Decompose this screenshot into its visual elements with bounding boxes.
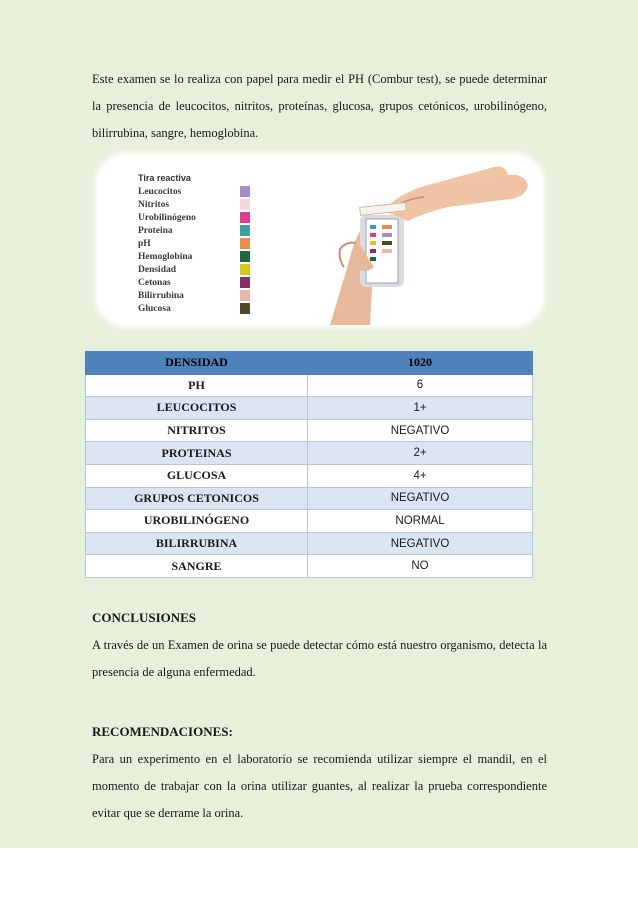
legend-label: Urobilinógeno <box>138 212 196 223</box>
param-cell: UROBILINÓGENO <box>86 510 308 533</box>
test-strip-photo <box>98 155 542 325</box>
legend-label: Bilirrubina <box>138 290 184 301</box>
legend-label: Densidad <box>138 264 177 275</box>
legend-title: Tira reactiva <box>138 173 191 183</box>
value-cell: 4+ <box>308 464 533 487</box>
legend-label: Glucosa <box>138 303 171 314</box>
table-row <box>86 419 533 442</box>
table-row <box>86 510 533 533</box>
results-table <box>85 351 533 578</box>
table-row <box>86 555 533 578</box>
table-row <box>86 532 533 555</box>
table-row <box>86 464 533 487</box>
param-cell: LEUCOCITOS <box>86 397 308 420</box>
param-cell: PROTEINAS <box>86 442 308 465</box>
table-row <box>86 442 533 465</box>
conclusions-heading: CONCLUSIONES <box>92 610 197 625</box>
hands-holding-strip-illustration <box>98 155 542 325</box>
value-cell: NEGATIVO <box>308 419 533 442</box>
value-cell: 1+ <box>308 397 533 420</box>
value-cell: NEGATIVO <box>308 487 533 510</box>
header-param-cell: DENSIDAD <box>86 352 308 375</box>
legend-label: Proteina <box>138 225 173 236</box>
table-row <box>86 397 533 420</box>
value-cell: NO <box>308 555 533 578</box>
intro-paragraph: Este examen se lo realiza con papel para medir el PH (Combur test), se puede determinar la presencia de leucocitos, nitritos, proteínas, glucosa, grupos cetónicos, urobilinógeno, bilirrubina, sangre, hemoglobina. <box>92 72 547 140</box>
param-cell: NITRITOS <box>86 419 308 442</box>
recommendations-paragraph: Para un experimento en el laboratorio se recomienda utilizar siempre el mandil, en el momento de trabajar con la orina utilizar guantes, al realizar la prueba correspondiente evitar que se derrame la orina. <box>92 752 547 820</box>
legend-label: Leucocitos <box>138 186 182 197</box>
param-cell: SANGRE <box>86 555 308 578</box>
table-row <box>86 487 533 510</box>
value-cell: 6 <box>308 374 533 397</box>
legend-label: Nitritos <box>138 199 170 210</box>
conclusions-paragraph: A través de un Examen de orina se puede detectar cómo está nuestro organismo, detecta la presencia de alguna enfermedad. <box>92 638 547 679</box>
legend-label: Hemoglobina <box>138 251 193 262</box>
header-value-cell: 1020 <box>308 352 533 375</box>
recommendations-heading: RECOMENDACIONES: <box>92 724 233 739</box>
param-cell: PH <box>86 374 308 397</box>
param-cell: GRUPOS CETONICOS <box>86 487 308 510</box>
legend-label: Cetonas <box>138 277 171 288</box>
table-header-row <box>86 352 533 375</box>
value-cell: NEGATIVO <box>308 532 533 555</box>
value-cell: NORMAL <box>308 510 533 533</box>
param-cell: GLUCOSA <box>86 464 308 487</box>
table-row <box>86 374 533 397</box>
param-cell: BILIRRUBINA <box>86 532 308 555</box>
value-cell: 2+ <box>308 442 533 465</box>
legend-label: pH <box>138 238 151 249</box>
